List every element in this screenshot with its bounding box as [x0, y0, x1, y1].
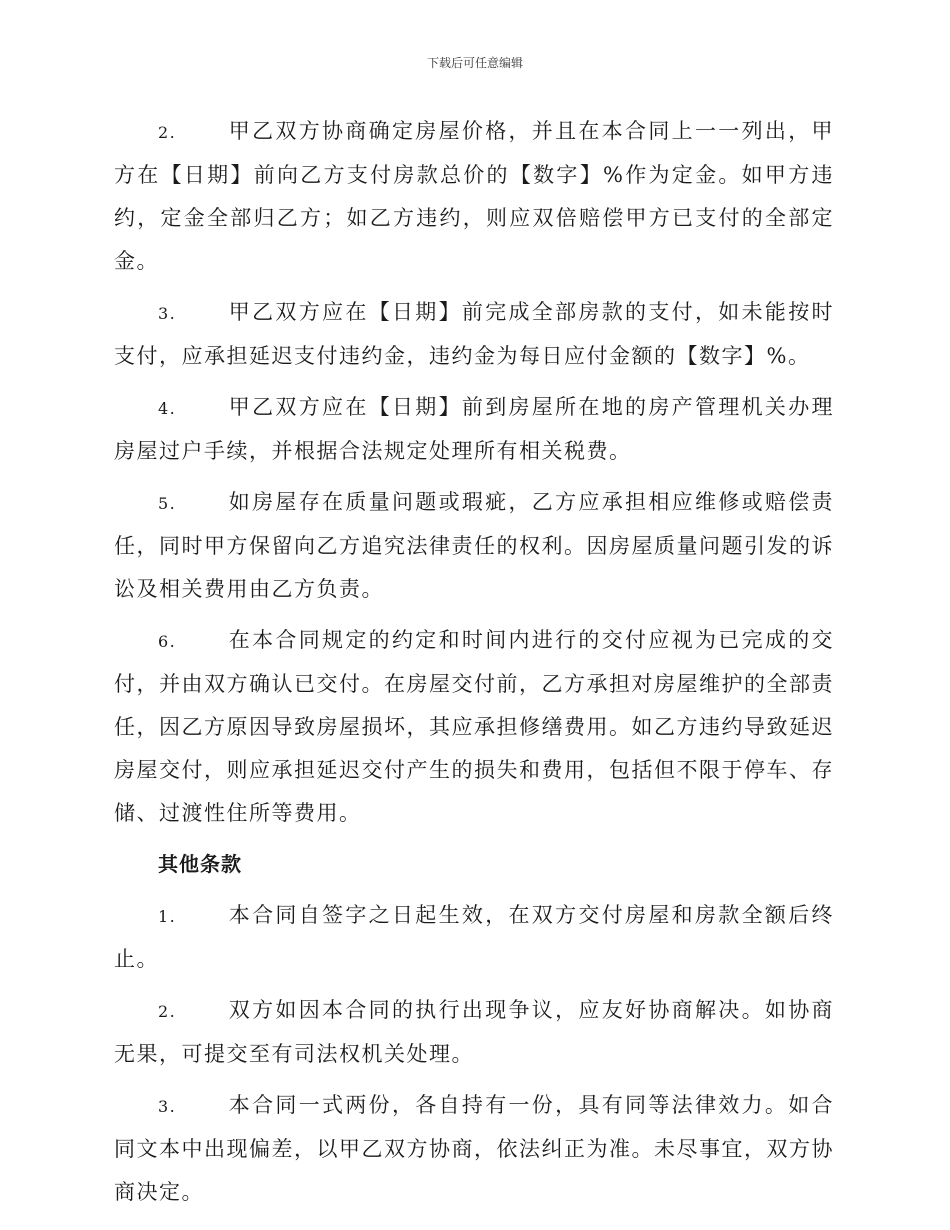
other-clause-3 [114, 1084, 834, 1214]
clause-6 [114, 619, 834, 835]
clause-4 [114, 386, 834, 473]
clause-2 [114, 110, 834, 283]
clause-number: 4. [158, 399, 177, 418]
document-body [114, 110, 834, 1222]
clause-text: 甲乙双方协商确定房屋价格，并且在本合同上一一列出，甲方在【日期】前向乙方支付房款总价的【数字】%作为定金。如甲方违约，定金全部归乙方；如乙方违约，则应双倍赔偿甲方已支付的全部定金。 [114, 119, 834, 273]
section-heading: 其他条款 [158, 852, 242, 876]
clause-text: 本合同自签字之日起生效，在双方交付房屋和房款全额后终止。 [114, 903, 834, 971]
clause-text: 在本合同规定的约定和时间内进行的交付应视为已完成的交付，并由双方确认已交付。在房屋交付前，乙方承担对房屋维护的全部责任，因乙方原因导致房屋损坏，其应承担修缮费用。如乙方违约导致延迟房屋交付，则应承担延迟交付产生的损失和费用，包括但不限于停车、存储、过渡性住所等费用。 [114, 628, 834, 825]
clause-number: 6. [158, 632, 177, 651]
clause-number: 3. [158, 304, 177, 323]
clause-number: 3. [158, 1097, 177, 1116]
clause-text: 如房屋存在质量问题或瑕疵，乙方应承担相应维修或赔偿责任，同时甲方保留向乙方追究法律责任的权利。因房屋质量问题引发的诉讼及相关费用由乙方负责。 [114, 490, 834, 601]
clause-5 [114, 481, 834, 611]
clause-number: 2. [158, 123, 177, 142]
clause-number: 5. [158, 494, 177, 513]
other-clause-1 [114, 894, 834, 981]
clause-text: 双方如因本合同的执行出现争议，应友好协商解决。如协商无果，可提交至有司法权机关处理。 [114, 998, 834, 1066]
clause-text: 本合同一式两份，各自持有一份，具有同等法律效力。如合同文本中出现偏差，以甲乙双方协商，依法纠正为准。未尽事宜，双方协商决定。 [114, 1093, 834, 1204]
page-header: 下载后可任意编辑 [426, 56, 523, 70]
clause-text: 甲乙双方应在【日期】前到房屋所在地的房产管理机关办理房屋过户手续，并根据合法规定处理所有相关税费。 [114, 395, 834, 463]
clause-number: 1. [158, 907, 177, 926]
other-clause-2 [114, 989, 834, 1076]
clause-number: 2. [158, 1002, 177, 1021]
clause-3 [114, 291, 834, 378]
clause-text: 甲乙双方应在【日期】前完成全部房款的支付，如未能按时支付，应承担延迟支付违约金，违约金为每日应付金额的【数字】%。 [114, 300, 834, 368]
